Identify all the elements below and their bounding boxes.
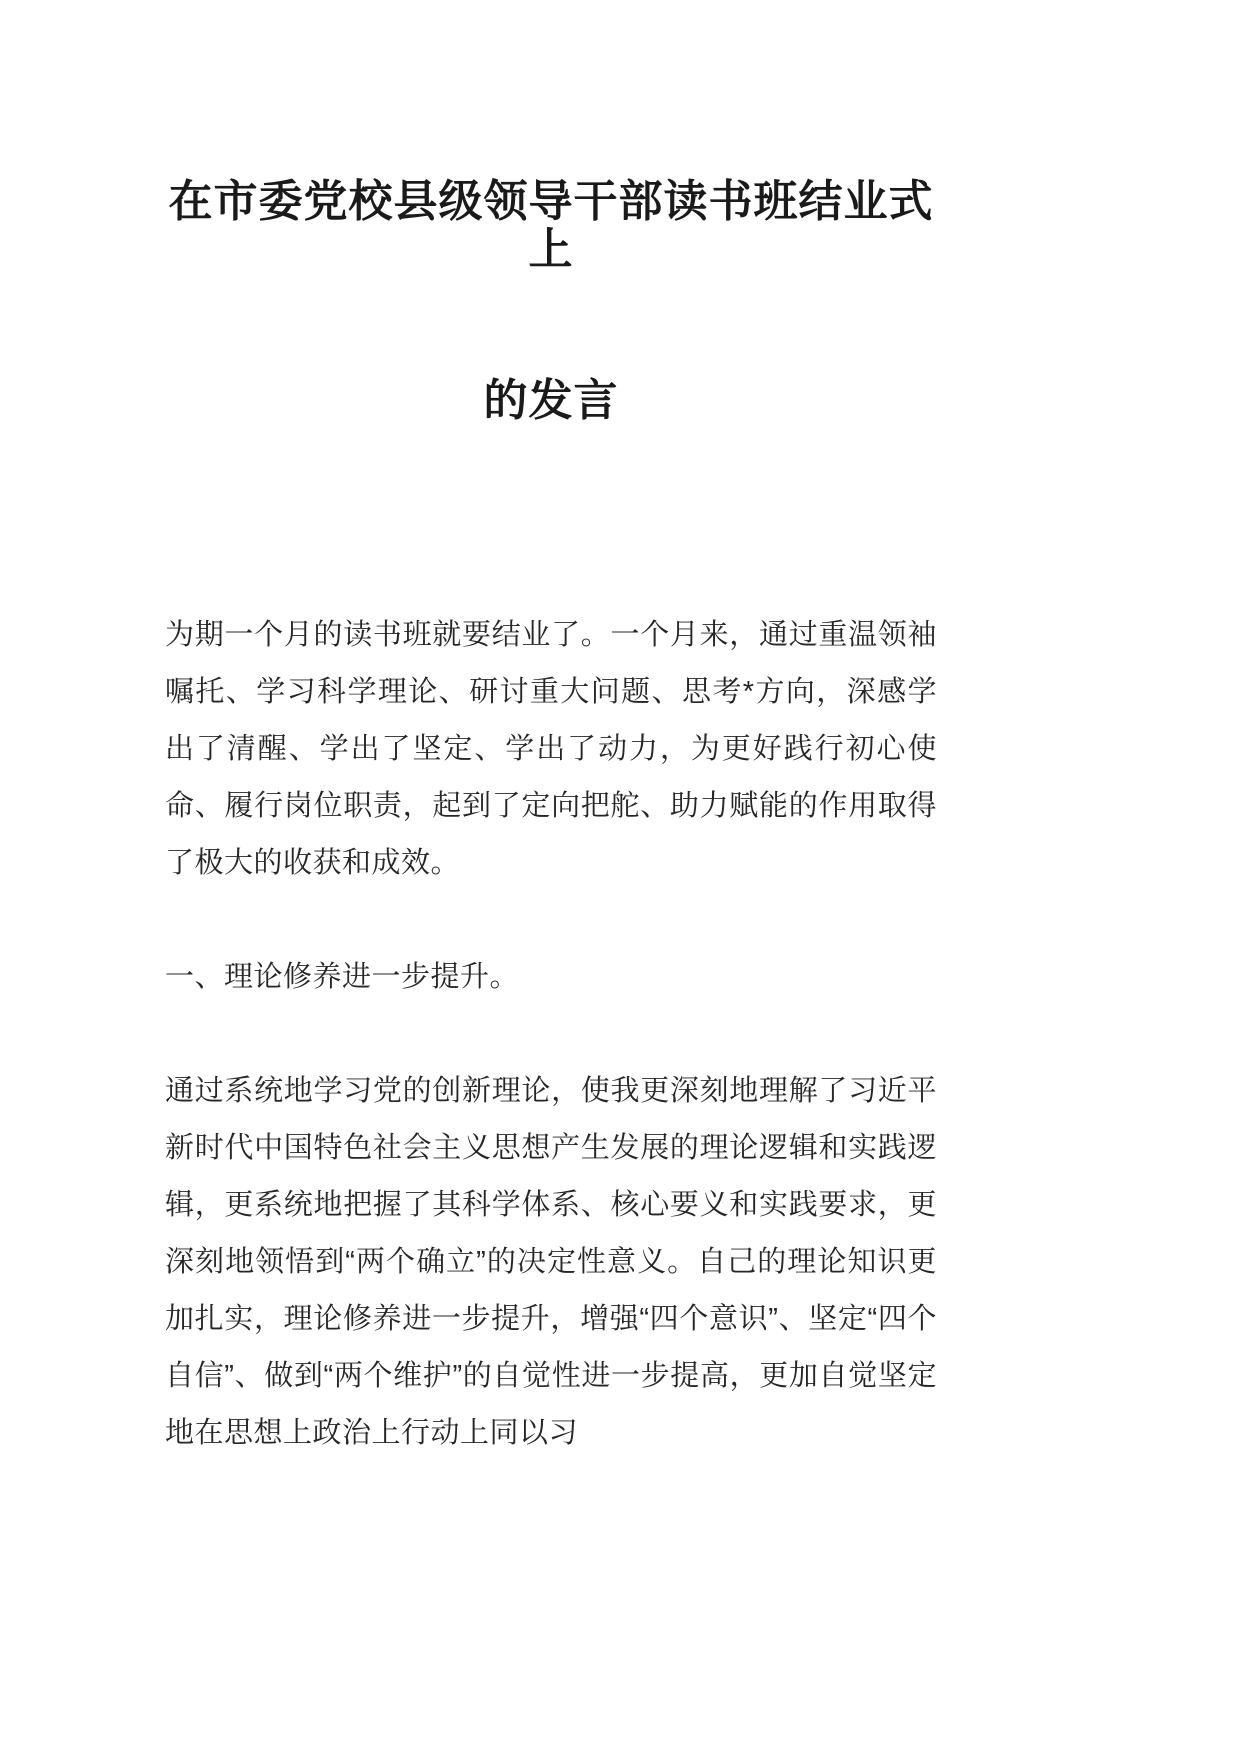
document-title-line-1: 在市委党校县级领导干部读书班结业式上 <box>168 177 934 275</box>
document-content <box>165 0 937 1462</box>
document-title <box>165 178 937 425</box>
paragraph-section-body: 通过系统地学习党的创新理论，使我更深刻地理解了习近平新时代中国特色社会主义思想产生发展的理论逻辑和实践逻辑，更系统地把握了其科学体系、核心要义和实践要求，更深刻地领悟到“两个确立”的决定性意义。自己的理论知识更加扎实，理论修养进一步提升，增强“四个意识”、坚定“四个自信”、做到“两个维护”的自觉性进一步提高，更加自觉坚定地在思想上政治上行动上同以习 <box>165 1075 937 1450</box>
paragraph-intro: 为期一个月的读书班就要结业了。一个月来，通过重温领袖嘱托、学习科学理论、研讨重大问题、思考*方向，深感学出了清醒、学出了坚定、学出了动力，为更好践行初心使命、履行岗位职责，起到了定向把舵、助力赋能的作用取得了极大的收获和成效。 <box>165 619 937 880</box>
document-title-line-2: 的发言 <box>483 375 619 425</box>
document-body <box>165 607 937 1462</box>
paragraph-section-heading: 一、理论修养进一步提升。 <box>165 961 520 994</box>
